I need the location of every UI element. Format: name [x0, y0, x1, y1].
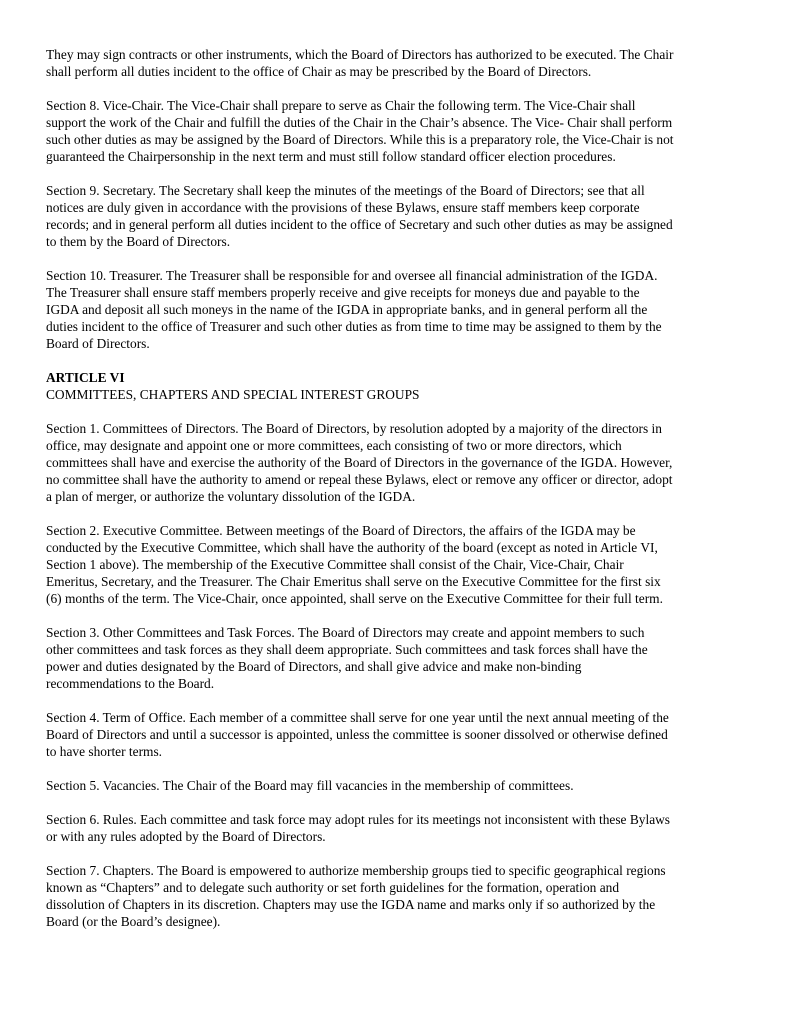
- text-line: Section 7. Chapters. The Board is empowered to authorize membership groups tied to specific geographical regions: [46, 863, 666, 878]
- text-line: ARTICLE VI: [46, 370, 125, 385]
- text-line: recommendations to the Board.: [46, 676, 215, 691]
- text-line: Section 9. Secretary. The Secretary shall keep the minutes of the meetings of the Board of Directors; see that all: [46, 183, 645, 198]
- text-line: (6) months of the term. The Vice-Chair, once appointed, shall serve on the Executive Committee for their full term.: [46, 591, 663, 606]
- text-line: to have shorter terms.: [46, 744, 163, 759]
- text-line: Board (or the Board’s designee).: [46, 914, 221, 929]
- text-line: dissolution of Chapters in its discretion. Chapters may use the IGDA name and marks only if so authorized by the: [46, 897, 656, 912]
- text-line: power and duties designated by the Board of Directors, and shall give advice and make non-binding: [46, 659, 582, 674]
- text-line: office, may designate and appoint one or more committees, each consisting of two or more directors, which: [46, 438, 622, 453]
- text-line: such other duties as may be assigned by the Board of Directors. While this is a preparatory role, the Vice-Chair is not: [46, 132, 674, 147]
- text-line: Board of Directors and until a successor is appointed, unless the committee is sooner dissolved or otherwise defined: [46, 727, 668, 742]
- text-line: Section 6. Rules. Each committee and task force may adopt rules for its meetings not inconsistent with these Bylaws: [46, 812, 671, 827]
- text-line: shall perform all duties incident to the office of Chair as may be prescribed by the Board of Directors.: [46, 64, 592, 79]
- paragraph-section-6-rules: [46, 811, 760, 845]
- text-line: Board of Directors.: [46, 336, 150, 351]
- text-line: Section 3. Other Committees and Task Forces. The Board of Directors may create and appoint members to such: [46, 625, 645, 640]
- text-line: COMMITTEES, CHAPTERS AND SPECIAL INTEREST GROUPS: [46, 387, 420, 402]
- text-line: conducted by the Executive Committee, which shall have the authority of the board (except as noted in Article VI,: [46, 540, 658, 555]
- paragraph-section-8-vice-chair: [46, 97, 760, 165]
- text-line: a plan of merger, or authorize the voluntary dissolution of the IGDA.: [46, 489, 416, 504]
- text-line: records; and in general perform all duties incident to the office of Secretary and such other duties as may be assigned: [46, 217, 673, 232]
- paragraph-chair-duties: [46, 46, 760, 80]
- paragraph-section-3-other-committees-task-forces: [46, 624, 760, 692]
- text-line: notices are duly given in accordance with the provisions of these Bylaws, ensure staff members keep corporate: [46, 200, 640, 215]
- text-line: Section 1 above). The membership of the Executive Committee shall consist of the Chair, Vice-Chair, Chair: [46, 557, 624, 572]
- text-line: IGDA and deposit all such moneys in the name of the IGDA in appropriate banks, and in general perform all the: [46, 302, 648, 317]
- paragraph-section-4-term-of-office: [46, 709, 760, 760]
- paragraph-section-2-executive-committee: [46, 522, 760, 607]
- text-line: Emeritus, Secretary, and the Treasurer. The Chair Emeritus shall serve on the Executive Committee for the first six: [46, 574, 661, 589]
- text-line: no committee shall have the authority to amend or repeal these Bylaws, elect or remove any officer or director, adopt: [46, 472, 673, 487]
- text-line: support the work of the Chair and fulfill the duties of the Chair in the Chair’s absence. The Vice- Chair shall perform: [46, 115, 673, 130]
- paragraph-section-10-treasurer: [46, 267, 760, 352]
- paragraph-section-7-chapters: [46, 862, 760, 930]
- text-line: guaranteed the Chairpersonship in the next term and must still follow standard officer election procedures.: [46, 149, 616, 164]
- text-line: Section 10. Treasurer. The Treasurer shall be responsible for and oversee all financial administration of the IGDA.: [46, 268, 658, 283]
- text-line: Section 4. Term of Office. Each member of a committee shall serve for one year until the next annual meeting of the: [46, 710, 669, 725]
- text-line: to them by the Board of Directors.: [46, 234, 231, 249]
- text-line: duties incident to the office of Treasurer and such other duties as from time to time may be assigned to them by the: [46, 319, 662, 334]
- text-line: Section 1. Committees of Directors. The Board of Directors, by resolution adopted by a majority of the directors in: [46, 421, 662, 436]
- text-line: or with any rules adopted by the Board of Directors.: [46, 829, 326, 844]
- text-line: known as “Chapters” and to delegate such authority or set forth guidelines for the formation, operation and: [46, 880, 620, 895]
- paragraph-section-1-committees-of-directors: [46, 420, 760, 505]
- text-line: other committees and task forces as they shall deem appropriate. Such committees and task forces shall have the: [46, 642, 648, 657]
- article-vi-heading: [46, 369, 760, 403]
- paragraph-section-5-vacancies: [46, 777, 760, 794]
- text-line: committees shall have and exercise the authority of the Board of Directors in the governance of the IGDA. However,: [46, 455, 673, 470]
- text-line: Section 2. Executive Committee. Between meetings of the Board of Directors, the affairs of the IGDA may be: [46, 523, 636, 538]
- text-line: They may sign contracts or other instruments, which the Board of Directors has authorized to be executed. The Chair: [46, 47, 674, 62]
- text-line: Section 5. Vacancies. The Chair of the Board may fill vacancies in the membership of committees.: [46, 778, 574, 793]
- document-content: [46, 46, 760, 930]
- text-line: The Treasurer shall ensure staff members properly receive and give receipts for moneys due and payable to the: [46, 285, 640, 300]
- text-line: Section 8. Vice-Chair. The Vice-Chair shall prepare to serve as Chair the following term. The Vice-Chair shall: [46, 98, 636, 113]
- paragraph-section-9-secretary: [46, 182, 760, 250]
